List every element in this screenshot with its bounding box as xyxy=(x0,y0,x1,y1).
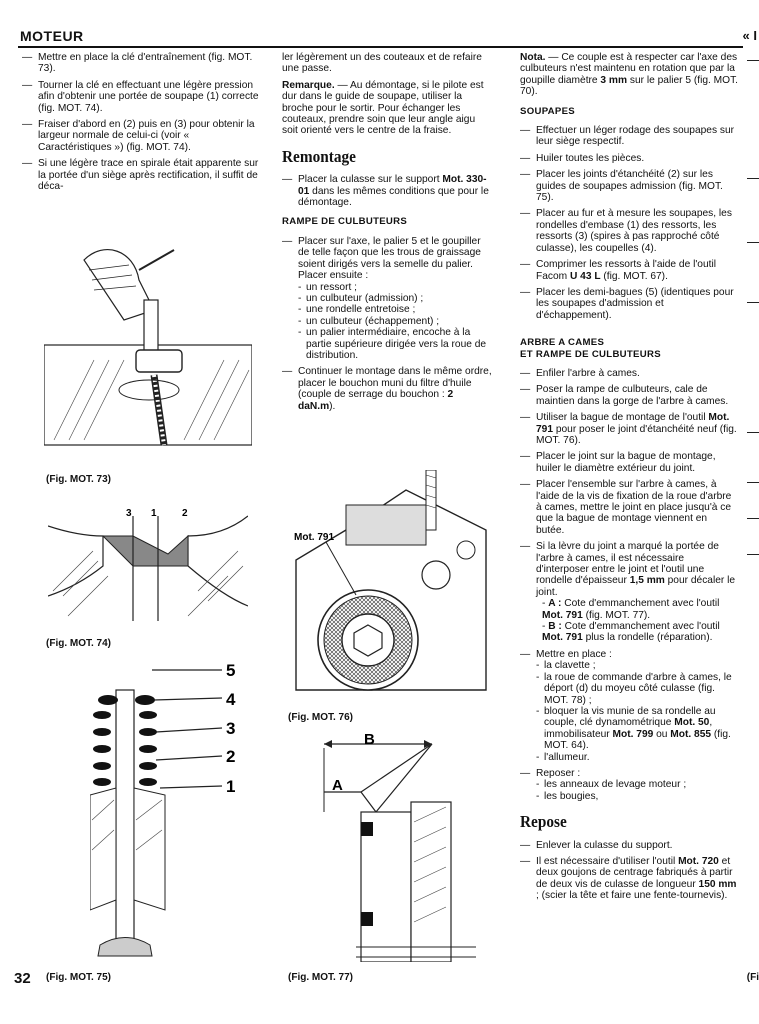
sub-list-item: - la clavette ; xyxy=(536,660,738,671)
fig74-label: 3 xyxy=(126,508,132,519)
sub-list-item: - un ressort ; xyxy=(298,282,492,293)
fig75-label: 1 xyxy=(226,777,236,796)
sub-list xyxy=(536,660,738,763)
sub-list-item: - bloquer la vis munie de sa rondelle au couple, clé dynamométrique Mot. 50, immobilisateur Mot. 799 ou Mot. 855 (fig. MOT. 64). xyxy=(536,706,738,752)
list-item: — Huiler toutes les pièces. xyxy=(520,153,738,164)
sub-list-item: - un palier intermédiaire, encoche à la partie supérieure dirigée vers la roue de distribution. xyxy=(298,327,492,361)
fig76-tool-label: Mot. 791 xyxy=(294,532,335,543)
list-item: — Si une légère trace en spirale était apparente sur la portée d'un siège après rectification, il suffit de déca- xyxy=(22,158,260,192)
subsection-heading: SOUPAPES xyxy=(520,105,576,117)
sub-list xyxy=(298,282,492,362)
list-item: — Placer les joints d'étanchéité (2) sur les guides de soupapes admission (fig. MOT. 75). xyxy=(520,169,738,203)
figure-caption: (Fig. MOT. 73) xyxy=(46,474,111,485)
sub-list-item: - les bougies, xyxy=(536,791,738,802)
right-edge-dash-marks xyxy=(745,60,759,620)
paragraph: ler légèrement un des couteaux et de refaire une passe. xyxy=(282,52,482,75)
figure-caption: (Fig. MOT. 75) xyxy=(46,972,111,983)
remark-label: Remarque. xyxy=(282,79,335,91)
sub-list-item: - une rondelle entretoise ; xyxy=(298,304,492,315)
remark-paragraph xyxy=(282,80,492,137)
column-1 xyxy=(22,52,260,197)
column-2 xyxy=(282,52,492,417)
list-item: — Fraiser d'abord en (2) puis en (3) pour obtenir la largeur normale de celui-ci (voir « Caractéristiques ») (fig. MOT. 74). xyxy=(22,119,260,153)
figure-mot-74-illustration xyxy=(48,506,248,621)
cote-b: - B : Cote d'emmanchement avec l'outil Mot. 791 plus la rondelle (réparation). xyxy=(542,621,720,644)
sub-list-item: - la roue de commande d'arbre à cames, le déport (d) du moyeu côté culasse (fig. MOT. 78) ; xyxy=(536,672,738,706)
sub-list xyxy=(536,779,738,802)
fig77-label: A xyxy=(332,777,343,794)
list-item: — Poser la rampe de culbuteurs, cale de maintien dans la gorge de l'arbre à cames. xyxy=(520,384,738,407)
list-item: — Mettre en place : - la clavette ; - la roue de commande d'arbre à cames, le déport (d) du moyeu côté culasse (fig. MOT. 78) ; - bloquer la vis munie de sa rondelle au couple, clé dynamométrique Mot. 50, immobilisateur Mot. 799 ou Mot. 855 (fig. MOT. 64). - l'allumeur. xyxy=(520,649,738,763)
figure-mot-73-illustration xyxy=(44,240,252,450)
list-item: — Placer le joint sur la bague de montage, huiler le diamètre extérieur du joint. xyxy=(520,451,738,474)
column-3 xyxy=(520,52,738,907)
list-item: — Reposer : - les anneaux de levage moteur ; - les bougies, xyxy=(520,768,738,802)
list-item: — Mettre en place la clé d'entraînement (fig. MOT. 73). xyxy=(22,52,260,75)
fig77-label: B xyxy=(364,732,375,748)
remark-text: — Au démontage, si le pilote est dur dans le guide de soupape, utiliser la broche pour le sortir. Pour échanger les couteaux, prendre soin que leur angle aigu soit orienté vers le centre de la fraise. xyxy=(282,79,484,137)
list-item: — Placer l'ensemble sur l'arbre à cames, à l'aide de la vis de fixation de la roue d'arbre à cames, mettre le joint en place jusqu'à ce que la bague de montage viennent en butée. xyxy=(520,479,738,536)
fig74-label: 2 xyxy=(182,508,188,519)
figure-mot-77-illustration xyxy=(316,732,506,962)
figure-caption: (Fig. MOT. 76) xyxy=(288,712,353,723)
page-header-right-mark: « I xyxy=(742,28,757,43)
list-item: — Il est nécessaire d'utiliser l'outil Mot. 720 et deux goujons de centrage fabriqués à partir de deux vis de culasse de longueur 150 mm ; (scier la tête et faire une fente-tournevis). xyxy=(520,856,738,902)
fig75-label: 4 xyxy=(226,690,236,709)
list-item: — Placer sur l'axe, le palier 5 et le goupiller de telle façon que les trous de graissage soient dirigés vers la semelle du palier. Placer ensuite : - un ressort ; - un culbuteur (admission) ; - une rondelle entretoise ; - un culbuteur (échappement) ; - un palier intermédiaire, encoche à la partie supérieure dirigée vers la roue de distribution. xyxy=(282,236,492,361)
list-item: — Placer la culasse sur le support Mot. 330-01 dans les mêmes conditions que pour le démontage. xyxy=(282,174,492,208)
section-heading: Remontage xyxy=(282,146,356,166)
page-number: 32 xyxy=(14,970,31,987)
list-item: — Enfiler l'arbre à cames. xyxy=(520,368,738,379)
subsection-heading: RAMPE DE CULBUTEURS xyxy=(282,216,408,228)
section-heading: Repose xyxy=(520,812,567,832)
figure-caption: (Fig. MOT. 74) xyxy=(46,638,111,649)
sub-list-item: - l'allumeur. xyxy=(536,752,738,763)
list-item: — Enlever la culasse du support. xyxy=(520,840,738,851)
subsection-heading: ARBRE A CAMES ET RAMPE DE CULBUTEURS xyxy=(520,337,661,360)
page-header-title: MOTEUR xyxy=(20,28,84,44)
list-item: — Tourner la clé en effectuant une légère pression afin d'obtenir une portée de soupape (1) correcte (fig. MOT. 74). xyxy=(22,80,260,114)
list-item: — Si la lèvre du joint a marqué la portée de l'arbre à cames, il est nécessaire d'interposer entre le joint et l'outil une rondelle d'épaisseur 1,5 mm pour décaler le joint. - A : Cote d'emmanchement avec l'outil Mot. 791 (fig. MOT. 77). - B : Cote d'emmanchement avec l'outil Mot. 791 plus la rondelle (réparation). xyxy=(520,541,738,644)
list-item: — Continuer le montage dans le même ordre, placer le bouchon muni du filtre d'huile (couple de serrage du bouchon : 2 daN.m). xyxy=(282,366,492,412)
right-edge-caption-fragment: (Fi xyxy=(746,972,759,983)
fig75-label: 3 xyxy=(226,719,236,738)
sub-list-item: - un culbuteur (admission) ; xyxy=(298,293,492,304)
list-item: — Effectuer un léger rodage des soupapes sur leur siège respectif. xyxy=(520,125,738,148)
list-item: — Comprimer les ressorts à l'aide de l'outil Facom U 43 L (fig. MOT. 67). xyxy=(520,259,738,282)
sub-list-item: - les anneaux de levage moteur ; xyxy=(536,779,738,790)
figure-caption: (Fig. MOT. 77) xyxy=(288,972,353,983)
cote-a: - A : Cote d'emmanchement avec l'outil Mot. 791 (fig. MOT. 77). xyxy=(542,598,720,621)
figure-mot-76-illustration xyxy=(286,470,496,702)
list-item: — Utiliser la bague de montage de l'outil Mot. 791 pour poser le joint d'étanchéité neuf (fig. MOT. 76). xyxy=(520,412,738,446)
list-item: — Placer au fur et à mesure les soupapes, les rondelles d'embase (1) des ressorts, les ressorts (3) (spires à pas rapproché côté culasse), les coupelles (4). xyxy=(520,208,738,254)
header-rule xyxy=(18,46,743,48)
note-paragraph: Nota. — Ce couple est à respecter car l'axe des culbuteurs n'est maintenu en rotation que par la goupille diamètre 3 mm sur le palier 5 (fig. MOT. 70). xyxy=(520,52,739,98)
fig74-label: 1 xyxy=(151,508,157,519)
sub-list-item: - un culbuteur (échappement) ; xyxy=(298,316,492,327)
fig75-label: 5 xyxy=(226,661,236,680)
list-item: — Placer les demi-bagues (5) (identiques pour les soupapes d'admission et d'échappement). xyxy=(520,287,738,321)
fig75-label: 2 xyxy=(226,747,236,766)
figure-mot-75-illustration xyxy=(90,660,270,960)
